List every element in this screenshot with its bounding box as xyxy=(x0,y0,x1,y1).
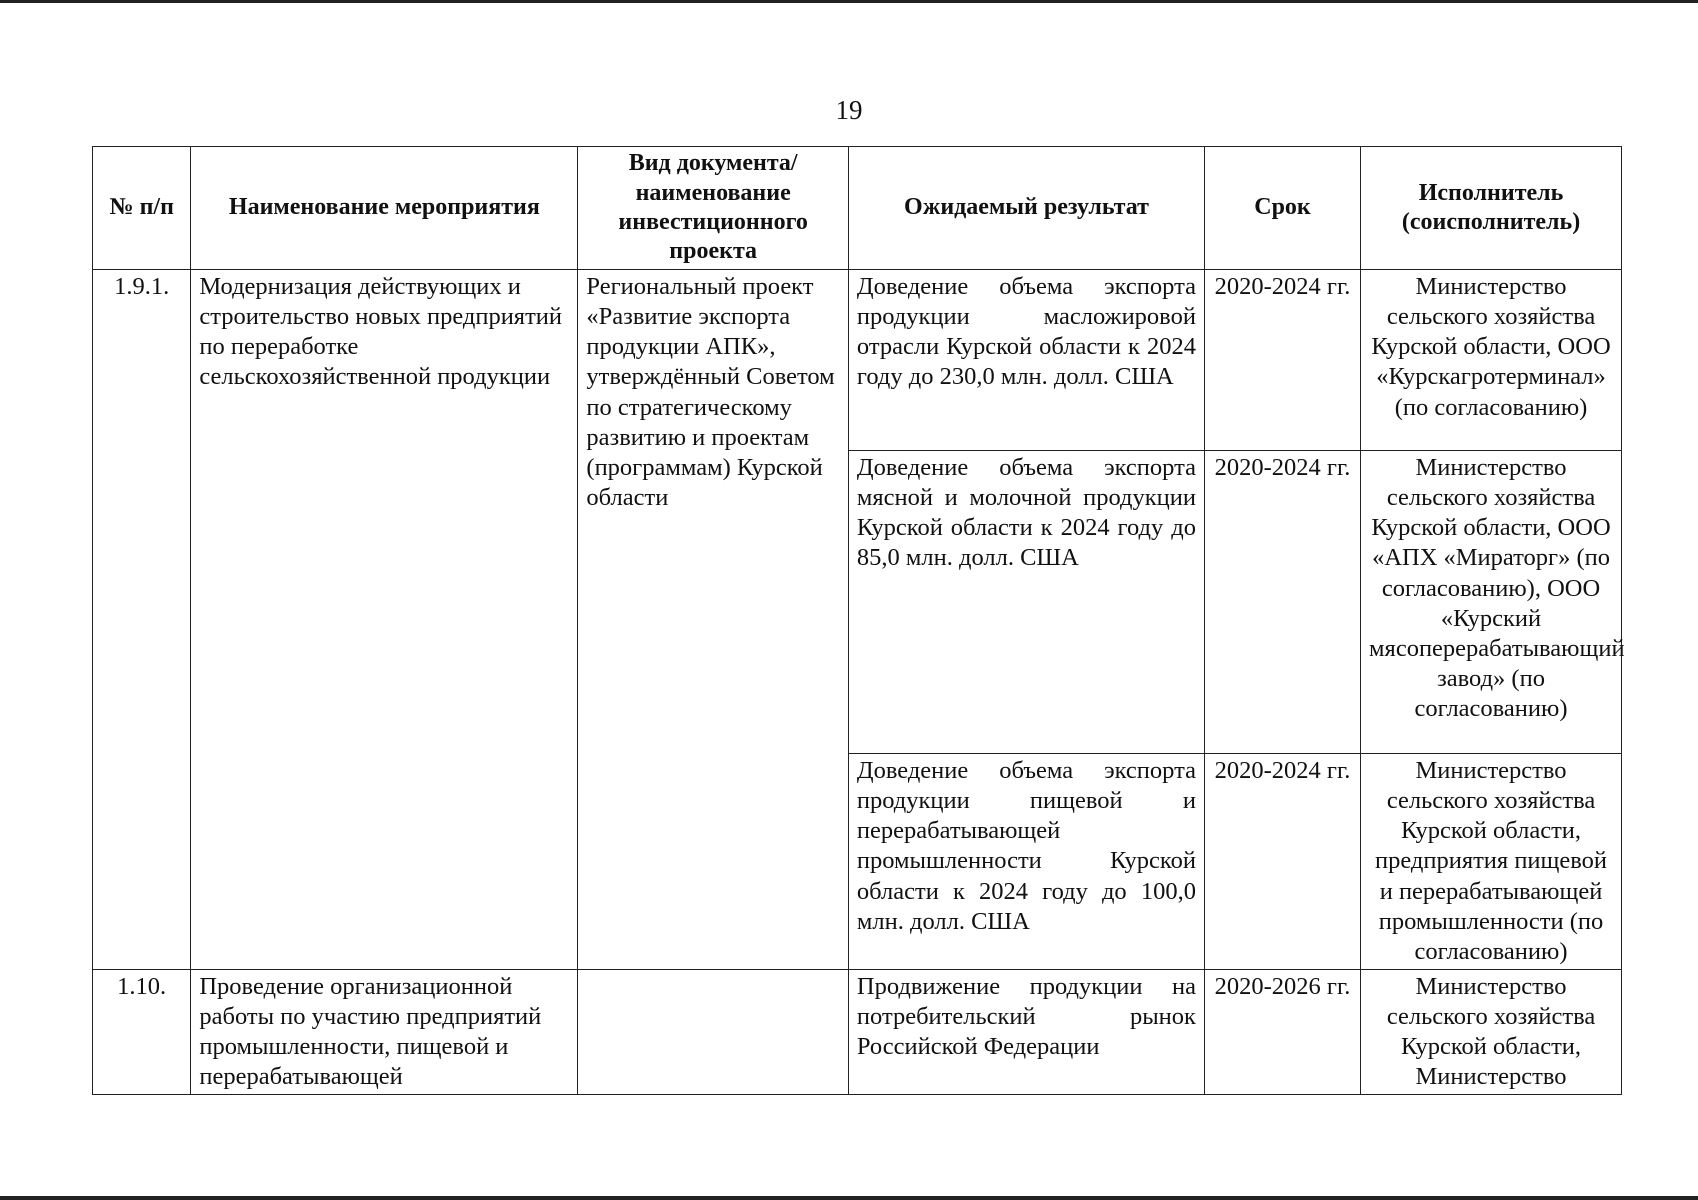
measure-name: Модернизация действующих и строительство новых предприятий по переработке сельскохозяйственной продукции xyxy=(191,270,578,970)
row-number: 1.10. xyxy=(93,969,191,1095)
term: 2020-2024 гг. xyxy=(1204,754,1360,970)
executor: Министерство сельского хозяйства Курской области, Министерство xyxy=(1361,969,1622,1095)
document-type xyxy=(578,969,849,1095)
term: 2020-2024 гг. xyxy=(1204,451,1360,754)
header-result: Ожидаемый результат xyxy=(848,147,1204,270)
header-name: Наименование мероприятия xyxy=(191,147,578,270)
expected-result: Доведение объема экспорта мясной и молочной продукции Курской области к 2024 году до 85,0 млн. долл. США xyxy=(848,451,1204,754)
header-doc: Вид документа/ наименование инвестиционного проекта xyxy=(578,147,849,270)
measures-table xyxy=(92,146,1625,1095)
term: 2020-2026 гг. xyxy=(1204,969,1360,1095)
document-type: Региональный проект «Развитие экспорта продукции АПК», утверждённый Советом по стратегическому развитию и проектам (программам) Курской области xyxy=(578,270,849,970)
header-term: Срок xyxy=(1204,147,1360,270)
executor: Министерство сельского хозяйства Курской области, ООО «Курскагротерминал» (по согласованию) xyxy=(1361,270,1622,451)
expected-result: Продвижение продукции на потребительский рынок Российской Федерации xyxy=(848,969,1204,1095)
expected-result: Доведение объема экспорта продукции пищевой и перерабатывающей промышленности Курской области к 2024 году до 100,0 млн. долл. США xyxy=(848,754,1204,970)
scan-edge-top xyxy=(0,0,1698,3)
header-executor: Исполнитель (соисполнитель) xyxy=(1361,147,1622,270)
table-header-row xyxy=(93,147,1622,270)
scan-edge-bottom xyxy=(0,1196,1698,1200)
executor: Министерство сельского хозяйства Курской области, предприятия пищевой и перерабатывающей промышленности (по согласованию) xyxy=(1361,754,1622,970)
table-row xyxy=(93,270,1622,451)
page-number: 19 xyxy=(835,95,863,125)
expected-result: Доведение объема экспорта продукции масложировой отрасли Курской области к 2024 году до 230,0 млн. долл. США xyxy=(848,270,1204,451)
measure-name: Проведение организационной работы по участию предприятий промышленности, пищевой и перерабатывающей xyxy=(191,969,578,1095)
table-row xyxy=(93,969,1622,1095)
header-num: № п/п xyxy=(93,147,191,270)
executor: Министерство сельского хозяйства Курской области, ООО «АПХ «Мираторг» (по согласованию), ООО «Курский мясоперерабатывающий завод» (по согласованию) xyxy=(1361,451,1622,754)
row-number: 1.9.1. xyxy=(93,270,191,970)
term: 2020-2024 гг. xyxy=(1204,270,1360,451)
